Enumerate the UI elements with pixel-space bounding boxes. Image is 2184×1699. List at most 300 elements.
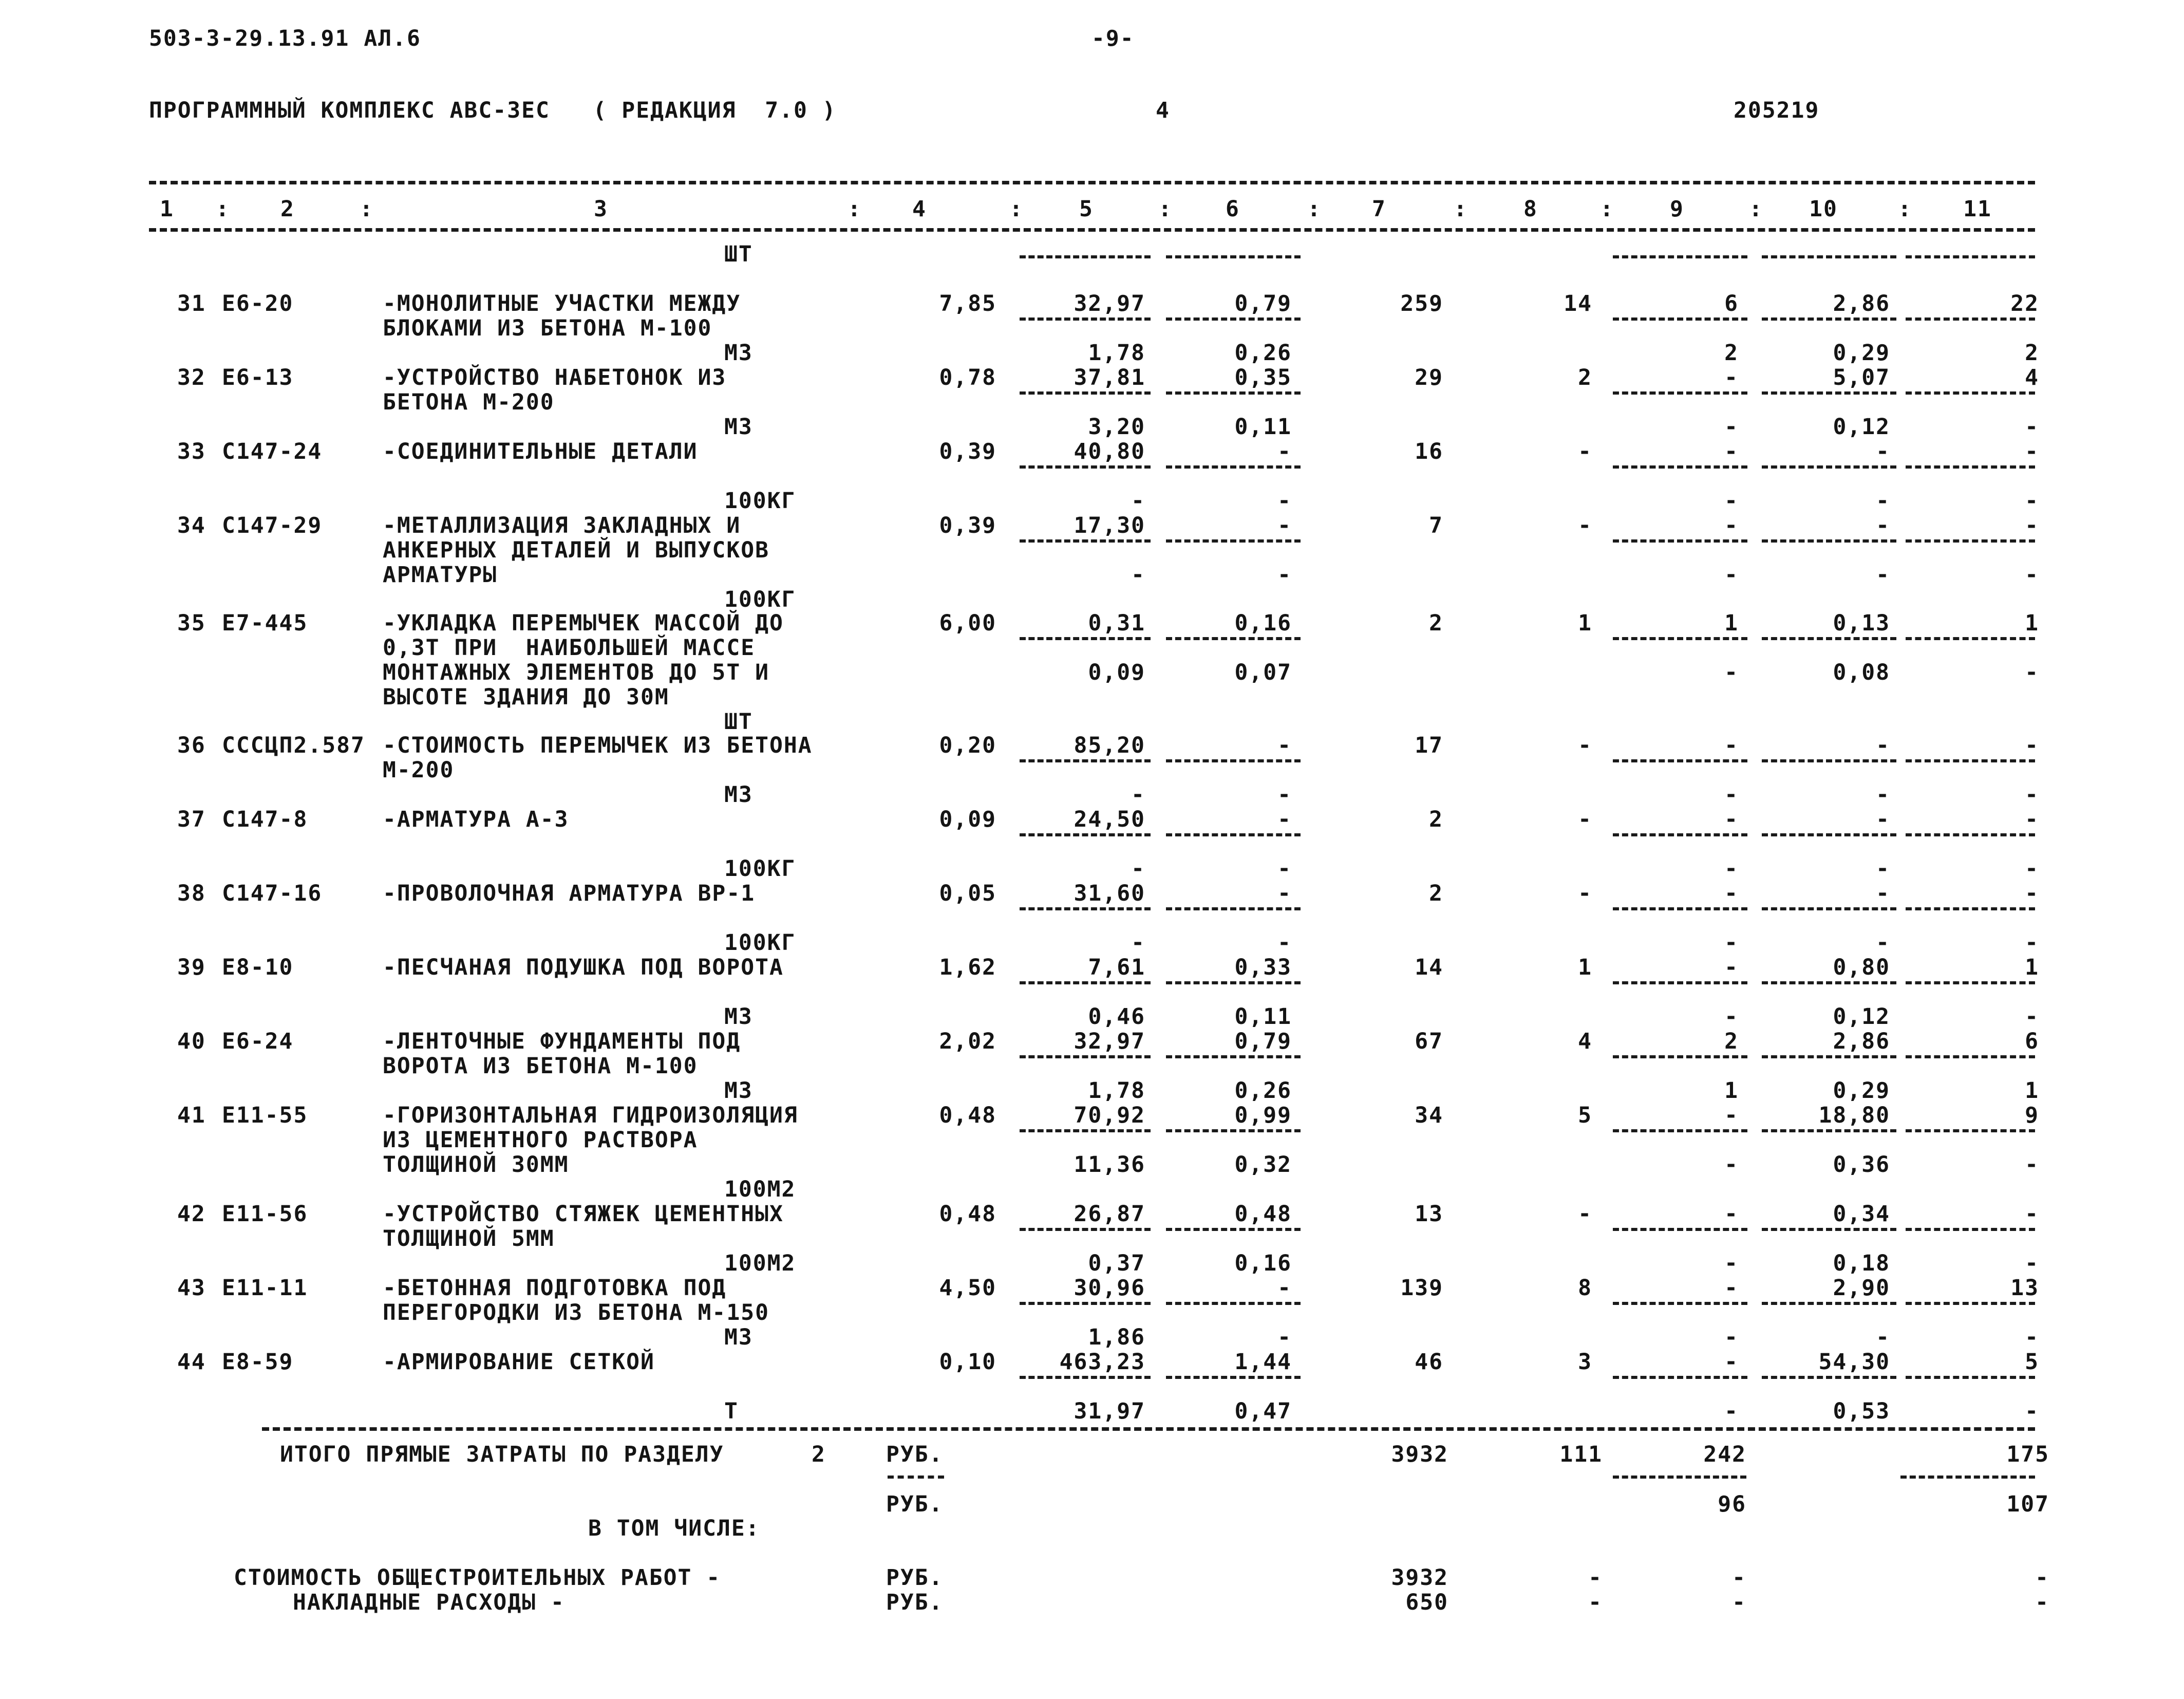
row-c10: 54,30: [1818, 1349, 1890, 1375]
row-c6: -: [1277, 513, 1292, 538]
row-c6: 0,48: [1234, 1201, 1292, 1227]
row-c4: 0,39: [939, 513, 996, 538]
row-sub-s10: 0,53: [1833, 1398, 1890, 1424]
program-title: ПРОГРАММНЫЙ КОМПЛЕКС АВС-3ЕС ( РЕДАКЦИЯ 7.0 ): [149, 98, 837, 123]
row-dash-rule: [1762, 1055, 1896, 1058]
totals-currency: РУБ.: [886, 1442, 944, 1467]
row-c5: 17,30: [1074, 513, 1145, 538]
row-sub-s6: -: [1277, 562, 1292, 588]
row-sub-s5: 0,37: [1088, 1250, 1145, 1276]
row-sub-s9: -: [1724, 488, 1739, 514]
column-header-5: 5: [1079, 196, 1094, 222]
row-c7: 16: [1415, 439, 1443, 464]
row-unit: М3: [724, 1078, 753, 1104]
row-sub-s5: 11,36: [1074, 1152, 1145, 1178]
row-description: 0,3Т ПРИ НАИБОЛЬШЕЙ МАССЕ: [383, 635, 756, 661]
row-c10: 5,07: [1833, 365, 1890, 390]
row-c9: -: [1724, 439, 1739, 464]
breakdown-c9-general: -: [1732, 1565, 1746, 1591]
row-c9: -: [1724, 955, 1739, 980]
row-dash-rule: [1762, 1228, 1896, 1231]
row-sub-s10: -: [1876, 930, 1890, 956]
row-c6: -: [1277, 1275, 1292, 1301]
row-sub-s9: -: [1724, 1004, 1739, 1030]
row-dash-rule: [1020, 318, 1151, 321]
row-c8: 1: [1578, 955, 1592, 980]
row-sub-s5: 0,09: [1088, 660, 1145, 685]
row-unit: М3: [724, 340, 753, 366]
row-description: -ГОРИЗОНТАЛЬНАЯ ГИДРОИЗОЛЯЦИЯ: [383, 1103, 798, 1128]
row-c10: -: [1876, 881, 1890, 906]
column-header-10: 10: [1809, 196, 1838, 222]
row-description: БЕТОНА М-200: [383, 389, 555, 415]
row-sub-s9: -: [1724, 782, 1739, 808]
row-sub-s5: 1,78: [1088, 1078, 1145, 1104]
row-c9: -: [1724, 1349, 1739, 1375]
row-dash-rule: [1906, 637, 2035, 640]
row-dash-rule: [1166, 465, 1301, 469]
row-sub-s6: -: [1277, 1324, 1292, 1350]
row-c4: 0,10: [939, 1349, 996, 1375]
row-dash-rule: [1613, 981, 1747, 984]
dash-rule-c11: [1906, 255, 2035, 258]
row-c8: 8: [1578, 1275, 1592, 1301]
row-c6: -: [1277, 439, 1292, 464]
row-description: -СОЕДИНИТЕЛЬНЫЕ ДЕТАЛИ: [383, 439, 698, 464]
row-c11: 9: [2025, 1103, 2039, 1128]
row-c7: 2: [1429, 610, 1443, 636]
totals-rule: [262, 1427, 2035, 1431]
row-dash-rule: [1020, 465, 1151, 469]
row-sub-s9: -: [1724, 562, 1739, 588]
row-dash-rule: [1613, 833, 1747, 836]
row-c6: 0,79: [1234, 1029, 1292, 1054]
row-c6: 0,99: [1234, 1103, 1292, 1128]
row-dash-rule: [1166, 907, 1301, 910]
row-dash-rule: [1166, 539, 1301, 543]
row-c10: 2,90: [1833, 1275, 1890, 1301]
row-c8: 2: [1578, 365, 1592, 390]
row-sub-s6: -: [1277, 782, 1292, 808]
row-c7: 139: [1400, 1275, 1443, 1301]
totals-sub-currency: РУБ.: [886, 1491, 944, 1517]
row-dash-rule: [1020, 907, 1151, 910]
row-dash-rule: [1020, 1376, 1151, 1379]
row-sub-s11: -: [2025, 1398, 2039, 1424]
row-c7: 34: [1415, 1103, 1443, 1128]
row-rate-code: Е11-11: [222, 1275, 308, 1301]
row-sub-s9: -: [1724, 1250, 1739, 1276]
row-c4: 0,48: [939, 1103, 996, 1128]
row-c5: 0,31: [1088, 610, 1145, 636]
row-c10: 0,34: [1833, 1201, 1890, 1227]
row-c6: -: [1277, 881, 1292, 906]
row-c4: 4,50: [939, 1275, 996, 1301]
row-dash-rule: [1762, 391, 1896, 395]
dash-rule-c6: [1166, 255, 1301, 258]
row-dash-rule: [1762, 1376, 1896, 1379]
row-dash-rule: [1906, 318, 2035, 321]
row-sub-s5: 0,46: [1088, 1004, 1145, 1030]
row-c9: -: [1724, 513, 1739, 538]
row-c10: 2,86: [1833, 291, 1890, 316]
row-c10: 2,86: [1833, 1029, 1890, 1054]
row-dash-rule: [1166, 1129, 1301, 1132]
row-sub-s5: -: [1131, 488, 1145, 514]
row-c6: 0,16: [1234, 610, 1292, 636]
row-sub-s10: -: [1876, 1324, 1890, 1350]
row-unit: 100М2: [724, 1177, 796, 1202]
row-c7: 7: [1429, 513, 1443, 538]
row-sub-s9: -: [1724, 414, 1739, 440]
column-separator: :: [1307, 196, 1322, 222]
row-dash-rule: [1613, 907, 1747, 910]
row-rate-code: Е11-56: [222, 1201, 308, 1227]
breakdown-c9-overhead: -: [1732, 1590, 1746, 1615]
row-c10: -: [1876, 513, 1890, 538]
row-c8: 3: [1578, 1349, 1592, 1375]
row-c8: -: [1578, 1201, 1592, 1227]
row-unit: М3: [724, 782, 753, 808]
row-sub-s11: -: [2025, 1250, 2039, 1276]
row-c10: 0,80: [1833, 955, 1890, 980]
row-c4: 0,48: [939, 1201, 996, 1227]
row-sub-s10: -: [1876, 856, 1890, 882]
row-dash-rule: [1020, 539, 1151, 543]
row-c9: 1: [1724, 610, 1739, 636]
row-sub-s6: 0,11: [1234, 1004, 1292, 1030]
breakdown-label-overhead: НАКЛАДНЫЕ РАСХОДЫ -: [293, 1590, 565, 1615]
row-c6: 0,35: [1234, 365, 1292, 390]
row-c10: -: [1876, 439, 1890, 464]
unit-label-top: ШТ: [724, 241, 753, 267]
row-dash-rule: [1613, 1376, 1747, 1379]
row-dash-rule: [1020, 759, 1151, 762]
totals-sub-c11: 107: [2006, 1491, 2049, 1517]
column-separator: :: [360, 196, 374, 222]
row-c5: 32,97: [1074, 291, 1145, 316]
row-sub-s11: -: [2025, 1004, 2039, 1030]
row-rate-code: Е11-55: [222, 1103, 308, 1128]
row-number: 43: [177, 1275, 206, 1301]
row-dash-rule: [1020, 1129, 1151, 1132]
row-sub-s5: 3,20: [1088, 414, 1145, 440]
row-number: 33: [177, 439, 206, 464]
row-sub-s9: -: [1724, 930, 1739, 956]
totals-c11: 175: [2006, 1442, 2049, 1467]
row-c11: -: [2025, 513, 2039, 538]
breakdown-label-general: СТОИМОСТЬ ОБЩЕСТРОИТЕЛЬНЫХ РАБОТ -: [234, 1565, 721, 1591]
row-c9: 2: [1724, 1029, 1739, 1054]
row-description: -АРМАТУРА А-3: [383, 807, 569, 832]
row-unit: 100М2: [724, 1250, 796, 1276]
header-top-rule: [149, 181, 2035, 184]
row-dash-rule: [1762, 637, 1896, 640]
row-sub-s11: -: [2025, 930, 2039, 956]
row-c11: 1: [2025, 955, 2039, 980]
column-header-2: 2: [280, 196, 295, 222]
row-number: 36: [177, 733, 206, 758]
row-dash-rule: [1762, 907, 1896, 910]
row-unit: М3: [724, 1324, 753, 1350]
row-c8: 5: [1578, 1103, 1592, 1128]
breakdown-c7-overhead: 650: [1405, 1590, 1448, 1615]
row-rate-code: Е6-13: [222, 365, 294, 390]
row-c7: 2: [1429, 881, 1443, 906]
row-description: -УСТРОЙСТВО СТЯЖЕК ЦЕМЕНТНЫХ: [383, 1201, 784, 1227]
row-c5: 7,61: [1088, 955, 1145, 980]
row-sub-s5: -: [1131, 930, 1145, 956]
row-sub-s9: -: [1724, 1152, 1739, 1178]
row-dash-rule: [1906, 907, 2035, 910]
row-sub-s10: 0,36: [1833, 1152, 1890, 1178]
row-number: 41: [177, 1103, 206, 1128]
row-c7: 259: [1400, 291, 1443, 316]
row-c10: 18,80: [1818, 1103, 1890, 1128]
header-bottom-rule: [149, 228, 2035, 232]
row-c4: 0,39: [939, 439, 996, 464]
row-rate-code: Е8-10: [222, 955, 294, 980]
row-sub-s11: -: [2025, 414, 2039, 440]
row-c5: 24,50: [1074, 807, 1145, 832]
row-sub-s11: -: [2025, 1152, 2039, 1178]
row-c6: -: [1277, 807, 1292, 832]
row-c5: 31,60: [1074, 881, 1145, 906]
row-dash-rule: [1166, 318, 1301, 321]
column-header-6: 6: [1226, 196, 1240, 222]
row-c5: 26,87: [1074, 1201, 1145, 1227]
row-dash-rule: [1613, 391, 1747, 395]
row-rate-code: Е6-24: [222, 1029, 294, 1054]
row-dash-rule: [1906, 1055, 2035, 1058]
row-rate-code: Е6-20: [222, 291, 294, 316]
row-sub-s11: -: [2025, 660, 2039, 685]
totals-c7: 3932: [1391, 1442, 1448, 1467]
row-c11: -: [2025, 807, 2039, 832]
row-c8: -: [1578, 881, 1592, 906]
row-dash-rule: [1020, 1055, 1151, 1058]
row-dash-rule: [1906, 833, 2035, 836]
document-number: 205219: [1734, 98, 1820, 123]
column-separator: :: [1600, 196, 1614, 222]
row-sub-s10: 0,12: [1833, 1004, 1890, 1030]
row-sub-s10: 0,29: [1833, 1078, 1890, 1104]
row-dash-rule: [1166, 391, 1301, 395]
row-dash-rule: [1906, 1376, 2035, 1379]
row-c5: 463,23: [1059, 1349, 1145, 1375]
row-description: -АРМИРОВАНИЕ СЕТКОЙ: [383, 1349, 655, 1375]
row-dash-rule: [1762, 465, 1896, 469]
row-sub-s11: -: [2025, 856, 2039, 882]
row-c5: 70,92: [1074, 1103, 1145, 1128]
totals-c9: 242: [1703, 1442, 1746, 1467]
row-c8: -: [1578, 807, 1592, 832]
row-dash-rule: [1020, 1228, 1151, 1231]
row-sub-s6: -: [1277, 856, 1292, 882]
row-c8: 1: [1578, 610, 1592, 636]
totals-sub-c9: 96: [1718, 1491, 1746, 1517]
row-dash-rule: [1166, 1302, 1301, 1305]
row-dash-rule: [1762, 759, 1896, 762]
row-c4: 0,05: [939, 881, 996, 906]
row-unit: М3: [724, 1004, 753, 1030]
row-c11: -: [2025, 439, 2039, 464]
row-sub-s5: 1,78: [1088, 340, 1145, 366]
row-sub-s5: 1,86: [1088, 1324, 1145, 1350]
row-c5: 40,80: [1074, 439, 1145, 464]
row-c9: -: [1724, 365, 1739, 390]
row-dash-rule: [1166, 637, 1301, 640]
row-c6: -: [1277, 733, 1292, 758]
row-sub-s10: 0,12: [1833, 414, 1890, 440]
row-c7: 17: [1415, 733, 1443, 758]
row-sub-s5: 31,97: [1074, 1398, 1145, 1424]
row-unit: 100КГ: [724, 930, 796, 956]
row-description: ИЗ ЦЕМЕНТНОГО РАСТВОРА: [383, 1127, 698, 1153]
row-description: ТОЛЩИНОЙ 5ММ: [383, 1226, 555, 1252]
breakdown-currency-overhead: РУБ.: [886, 1590, 944, 1615]
row-unit: М3: [724, 414, 753, 440]
row-sub-s11: 2: [2025, 340, 2039, 366]
row-sub-s6: 0,26: [1234, 340, 1292, 366]
row-sub-s11: -: [2025, 488, 2039, 514]
row-c11: 4: [2025, 365, 2039, 390]
row-c7: 29: [1415, 365, 1443, 390]
dash-rule-c9: [1613, 255, 1747, 258]
row-description: -УКЛАДКА ПЕРЕМЫЧЕК МАССОЙ ДО: [383, 610, 784, 636]
row-rate-code: Е8-59: [222, 1349, 294, 1375]
page-marker: -9-: [1091, 26, 1135, 51]
row-dash-rule: [1906, 1129, 2035, 1132]
row-dash-rule: [1613, 318, 1747, 321]
row-sub-s5: -: [1131, 782, 1145, 808]
row-description: -МЕТАЛЛИЗАЦИЯ ЗАКЛАДНЫХ И: [383, 513, 741, 538]
row-c11: -: [2025, 733, 2039, 758]
column-header-11: 11: [1963, 196, 1992, 222]
row-dash-rule: [1906, 391, 2035, 395]
totals-section: 2: [812, 1442, 826, 1467]
row-dash-rule: [1906, 1228, 2035, 1231]
row-c11: 1: [2025, 610, 2039, 636]
breakdown-c11-general: -: [2035, 1565, 2049, 1591]
column-separator: :: [1009, 196, 1024, 222]
row-sub-s6: 0,32: [1234, 1152, 1292, 1178]
row-c11: 22: [2010, 291, 2039, 316]
row-rate-code: С147-16: [222, 881, 323, 906]
row-c6: 1,44: [1234, 1349, 1292, 1375]
row-c9: 6: [1724, 291, 1739, 316]
row-c9: -: [1724, 1201, 1739, 1227]
dash-rule-c10: [1762, 255, 1896, 258]
column-header-7: 7: [1372, 196, 1386, 222]
row-description: М-200: [383, 757, 455, 783]
row-sub-s6: 0,11: [1234, 414, 1292, 440]
document-code: 503-3-29.13.91 АЛ.6: [149, 26, 421, 51]
row-unit: 100КГ: [724, 856, 796, 882]
row-c6: 0,79: [1234, 291, 1292, 316]
row-dash-rule: [1613, 1055, 1747, 1058]
totals-currency-rule: [888, 1476, 944, 1479]
row-description: ПЕРЕГОРОДКИ ИЗ БЕТОНА М-150: [383, 1300, 769, 1325]
row-dash-rule: [1762, 981, 1896, 984]
column-separator: :: [216, 196, 230, 222]
row-c7: 2: [1429, 807, 1443, 832]
dash-rule-c5: [1020, 255, 1151, 258]
row-dash-rule: [1613, 539, 1747, 543]
row-c11: 13: [2010, 1275, 2039, 1301]
row-description: БЛОКАМИ ИЗ БЕТОНА М-100: [383, 315, 712, 341]
row-sub-s10: -: [1876, 782, 1890, 808]
including-label: В ТОМ ЧИСЛЕ:: [588, 1516, 760, 1541]
row-dash-rule: [1166, 1055, 1301, 1058]
row-c4: 1,62: [939, 955, 996, 980]
row-c5: 32,97: [1074, 1029, 1145, 1054]
row-dash-rule: [1762, 1302, 1896, 1305]
row-c5: 85,20: [1074, 733, 1145, 758]
row-description: АРМАТУРЫ: [383, 562, 498, 588]
row-c8: -: [1578, 513, 1592, 538]
row-sub-s6: -: [1277, 488, 1292, 514]
row-c5: 37,81: [1074, 365, 1145, 390]
row-rate-code: С147-8: [222, 807, 308, 832]
row-dash-rule: [1613, 1302, 1747, 1305]
row-dash-rule: [1906, 759, 2035, 762]
row-unit: ШТ: [724, 709, 753, 735]
column-header-4: 4: [912, 196, 927, 222]
row-sub-s11: -: [2025, 1324, 2039, 1350]
row-c8: 14: [1564, 291, 1592, 316]
column-separator: :: [1749, 196, 1763, 222]
totals-c8: 111: [1559, 1442, 1603, 1467]
row-number: 42: [177, 1201, 206, 1227]
row-number: 32: [177, 365, 206, 390]
row-c10: -: [1876, 733, 1890, 758]
row-c5: 30,96: [1074, 1275, 1145, 1301]
row-dash-rule: [1613, 759, 1747, 762]
row-sub-s9: -: [1724, 1398, 1739, 1424]
row-description: -ПРОВОЛОЧНАЯ АРМАТУРА ВР-1: [383, 881, 756, 906]
row-c11: 6: [2025, 1029, 2039, 1054]
row-dash-rule: [1020, 981, 1151, 984]
row-description: -ПЕСЧАНАЯ ПОДУШКА ПОД ВОРОТА: [383, 955, 784, 980]
row-sub-s10: -: [1876, 562, 1890, 588]
row-dash-rule: [1762, 1129, 1896, 1132]
row-c9: -: [1724, 807, 1739, 832]
row-dash-rule: [1613, 465, 1747, 469]
row-c7: 14: [1415, 955, 1443, 980]
row-c8: -: [1578, 439, 1592, 464]
section-number: 4: [1156, 98, 1170, 123]
row-sub-s11: -: [2025, 562, 2039, 588]
row-dash-rule: [1762, 833, 1896, 836]
row-description: ВОРОТА ИЗ БЕТОНА М-100: [383, 1053, 698, 1079]
row-dash-rule: [1906, 981, 2035, 984]
row-c8: -: [1578, 733, 1592, 758]
row-description: -ЛЕНТОЧНЫЕ ФУНДАМЕНТЫ ПОД: [383, 1029, 741, 1054]
column-header-8: 8: [1523, 196, 1538, 222]
row-sub-s6: 0,16: [1234, 1250, 1292, 1276]
row-c10: 0,13: [1833, 610, 1890, 636]
row-dash-rule: [1906, 539, 2035, 543]
row-dash-rule: [1762, 318, 1896, 321]
row-number: 44: [177, 1349, 206, 1375]
row-dash-rule: [1613, 637, 1747, 640]
row-description: АНКЕРНЫХ ДЕТАЛЕЙ И ВЫПУСКОВ: [383, 537, 769, 563]
row-c4: 0,78: [939, 365, 996, 390]
row-sub-s10: 0,29: [1833, 340, 1890, 366]
row-sub-s5: -: [1131, 856, 1145, 882]
row-description: -СТОИМОСТЬ ПЕРЕМЫЧЕК ИЗ БЕТОНА: [383, 733, 813, 758]
